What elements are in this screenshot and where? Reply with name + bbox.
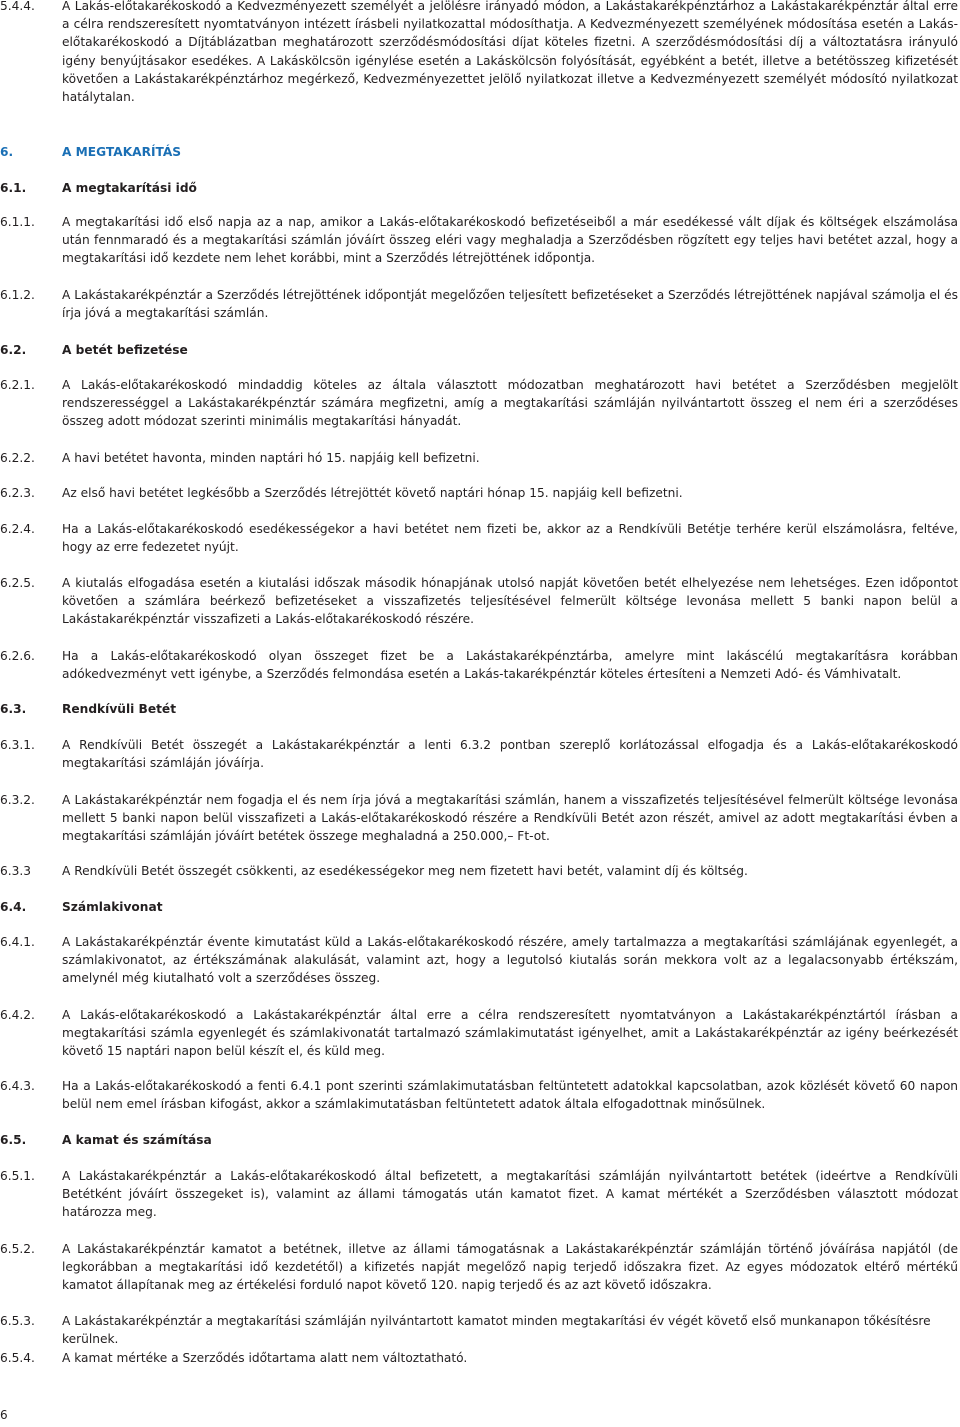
paragraph-text: A Lakás-előtakarékoskodó a Lakástakarékpénztár által erre a célra rendszeresített nyomtatványon a Lakástakarékpénztártól írásban a megtakarítási számla egyenlegét és számlakivonatát tartalmazó számlakimutatást igényelhet, amit a Lakástakarékpénztár az igény beérkezését követő 15 naptári napon belül készít el, és küld meg. xyxy=(62,1008,958,1059)
subsection-number: 6.3. xyxy=(0,702,27,716)
section-number: 6. xyxy=(0,145,14,159)
paragraph-text: A Rendkívüli Betét összegét a Lakástakarékpénztár a lenti 6.3.2 pontban szereplő korlátozással elfogadja és a Lakás-előtakarékoskodó megtakarítási számláján jóváírja. xyxy=(62,738,958,771)
paragraph-number: 6.4.2. xyxy=(0,1008,35,1022)
subsection-title: Számlakivonat xyxy=(62,900,163,914)
paragraph-number: 6.1.1. xyxy=(0,215,35,229)
paragraph-text: A Lakástakarékpénztár évente kimutatást küld a Lakás-előtakarékoskodó részére, amely tartalmazza a megtakarítási számlájának egyenlegét, a számlakivonatot, az értékszámának alakulását, valamint azt, hogy a legutolsó kiutalás során mekkora volt az a legalacsonyabb értékszám, amelynél még kiutalható volt a szerződéses összeg. xyxy=(62,935,958,986)
subsection-number: 6.2. xyxy=(0,343,27,357)
subsection-title: A megtakarítási idő xyxy=(62,181,197,195)
paragraph-text: Az első havi betétet legkésőbb a Szerződés létrejöttét követő naptári hónap 15. napjáig kell befizetni. xyxy=(62,486,683,500)
paragraph-text: A Rendkívüli Betét összegét csökkenti, az esedékességekor meg nem fizetett havi betét, valamint díj és költség. xyxy=(62,864,748,878)
paragraph-text: A Lakástakarékpénztár a megtakarítási számláján nyilvántartott kamatot minden megtakarítási év végét követő első munkanapon tőkésítésre kerülnek. xyxy=(62,1314,931,1347)
paragraph-text: Ha a Lakás-előtakarékoskodó olyan összeget fizet be a Lakástakarékpénztárba, amelyre mint lakáscélú megtakarításra korábban adókedvezményt vett igénybe, a Szerződés felmondása esetén a Lakás-takarékpénztár köteles értesíteni a Nemzeti Adó- és Vámhivatalt. xyxy=(62,649,958,682)
paragraph-number: 6.4.3. xyxy=(0,1079,35,1093)
paragraph-text: A havi betétet havonta, minden naptári hó 15. napjáig kell befizetni. xyxy=(62,451,480,465)
paragraph-number: 6.4.1. xyxy=(0,935,35,949)
paragraph-number: 6.3.3 xyxy=(0,864,32,878)
paragraph-text: A kiutalás elfogadása esetén a kiutalási időszak második hónapjának utolsó napját követően betét elhelyezése nem lehetséges. Ezen időpontot követően a számlára beérkező befizetéseket a visszafizetés teljesítésével felmerült költsége levonása mellett 5 banki napon belül a Lakástakarékpénztár visszafizeti a Lakás-előtakarékoskodó részére. xyxy=(62,576,958,627)
paragraph-number: 6.2.4. xyxy=(0,522,35,536)
paragraph-number: 6.2.2. xyxy=(0,451,35,465)
paragraph-number: 6.5.4. xyxy=(0,1351,35,1365)
paragraph-text: Ha a Lakás-előtakarékoskodó esedékességekor a havi betétet nem fizeti be, akkor az a Rendkívüli Betétje terhére kerül elszámolásra, feltéve, hogy az erre fedezetet nyújt. xyxy=(62,522,958,555)
page-number: 6 xyxy=(0,1408,8,1422)
subsection-number: 6.5. xyxy=(0,1133,27,1147)
paragraph-number: 6.2.1. xyxy=(0,378,35,392)
paragraph-number: 6.1.2. xyxy=(0,288,35,302)
subsection-number: 6.1. xyxy=(0,181,27,195)
paragraph-text: A Lakástakarékpénztár nem fogadja el és nem írja jóvá a megtakarítási számlán, hanem a visszafizetés teljesítésével felmerült költsége levonása mellett 5 banki napon belül visszafizeti a Lakás-előtakarékoskodó részére a Rendkívüli Betét azon részét, amivel az adott megtakarítási évben a megtakarítási számláján jóváírt betétek összege meghaladná a 250.000,– Ft-ot. xyxy=(62,793,958,844)
paragraph-number: 6.2.6. xyxy=(0,649,35,663)
paragraph-text: A Lakástakarékpénztár a Lakás-előtakarékoskodó által befizetett, a megtakarítási számláján nyilvántartott betétek (ideértve a Rendkívüli Betétként jóváírt összegeket is), valamint az állami támogatás után kamatot fizet. A kamat mértékét a Szerződésben választott módozat határozza meg. xyxy=(62,1169,958,1220)
subsection-number: 6.4. xyxy=(0,900,27,914)
paragraph-text: A Lakás-előtakarékoskodó a Kedvezményezett személyét a jelölésre irányadó módon, a Lakástakarékpénztárhoz a Lakástakarékpénztár által erre a célra rendszeresített nyomtatványon intézett írásbeli nyilatkozattal módosíthatja. A Kedvezményezett személyének módosítása esetén a Lakás-előtakarékoskodó a Díjtáblázatban meghatározott szerződésmódosítási díjat köteles fizetni. A szerződésmódosítási díj a változtatásra irányuló igény benyújtásakor esedékes. A Lakáskölcsön igénylése esetén a Lakáskölcsön folyósítását, egyébként a betét, illetve a betétösszeg kifizetését követően a Lakástakarékpénztárhoz megérkező, Kedvezményezettet jelölő nyilatkozat illetve a Kedvezményezett személyét módosító nyilatkozat hatálytalan. xyxy=(62,0,958,105)
paragraph-number: 6.5.2. xyxy=(0,1242,35,1256)
subsection-title: A betét befizetése xyxy=(62,343,188,357)
paragraph-number: 5.4.4. xyxy=(0,0,35,13)
paragraph-number: 6.5.3. xyxy=(0,1314,35,1328)
paragraph-number: 6.3.1. xyxy=(0,738,35,752)
paragraph-text: A Lakás-előtakarékoskodó mindaddig köteles az általa választott módozatban meghatározott havi betétet a Szerződésben megjelölt rendszerességgel a Lakástakarékpénztár számára megfizetni, amíg a megtakarítási számláján nyilvántartott összeg el nem éri a szerződéses összeg adott módozat szerinti minimális megtakarítási hányadát. xyxy=(62,378,958,429)
subsection-title: Rendkívüli Betét xyxy=(62,702,177,716)
subsection-title: A kamat és számítása xyxy=(62,1133,212,1147)
paragraph-text: A megtakarítási idő első napja az a nap, amikor a Lakás-előtakarékoskodó befizetéseiből a már esedékessé vált díjak és költségek elszámolása után fennmaradó és a megtakarítási számlán jóváírt összeg eléri vagy meghaladja a Szerződésben rögzített egy teljes havi betétet azzal, hogy a megtakarítási idő kezdete nem lehet korábbi, mint a Szerződés létrejöttének időpontja. xyxy=(62,215,958,266)
paragraph-number: 6.2.5. xyxy=(0,576,35,590)
paragraph-text: Ha a Lakás-előtakarékoskodó a fenti 6.4.1 pont szerinti számlakimutatásban feltüntetett adatokkal kapcsolatban, azok közlését követő 60 napon belül nem emel írásban kifogást, akkor a számlakimutatásban feltüntetett adatok általa elfogadottnak minősülnek. xyxy=(62,1079,958,1112)
paragraph-number: 6.2.3. xyxy=(0,486,35,500)
paragraph-number: 6.5.1. xyxy=(0,1169,35,1183)
paragraph-text: A Lakástakarékpénztár a Szerződés létrejöttének időpontját megelőzően teljesített befizetéseket a Szerződés létrejöttének napjával számolja el és írja jóvá a megtakarítási számlán. xyxy=(62,288,958,321)
paragraph-number: 6.3.2. xyxy=(0,793,35,807)
section-title: A MEGTAKARÍTÁS xyxy=(62,145,182,159)
paragraph-text: A kamat mértéke a Szerződés időtartama alatt nem változtatható. xyxy=(62,1351,468,1365)
paragraph-text: A Lakástakarékpénztár kamatot a betétnek, illetve az állami támogatásnak a Lakástakarékpénztár számláján történő jóváírása napjától (de legkorábban a megtakarítási idő kezdetétől) a kifizetés napját megelőző napig terjedő időszakra fizet. Az egyes módozatok eltérő mértékű kamatot állapítanak meg az értékelési forduló napot követő 120. napig terjedő és az azt követő időszakra. xyxy=(62,1242,958,1293)
